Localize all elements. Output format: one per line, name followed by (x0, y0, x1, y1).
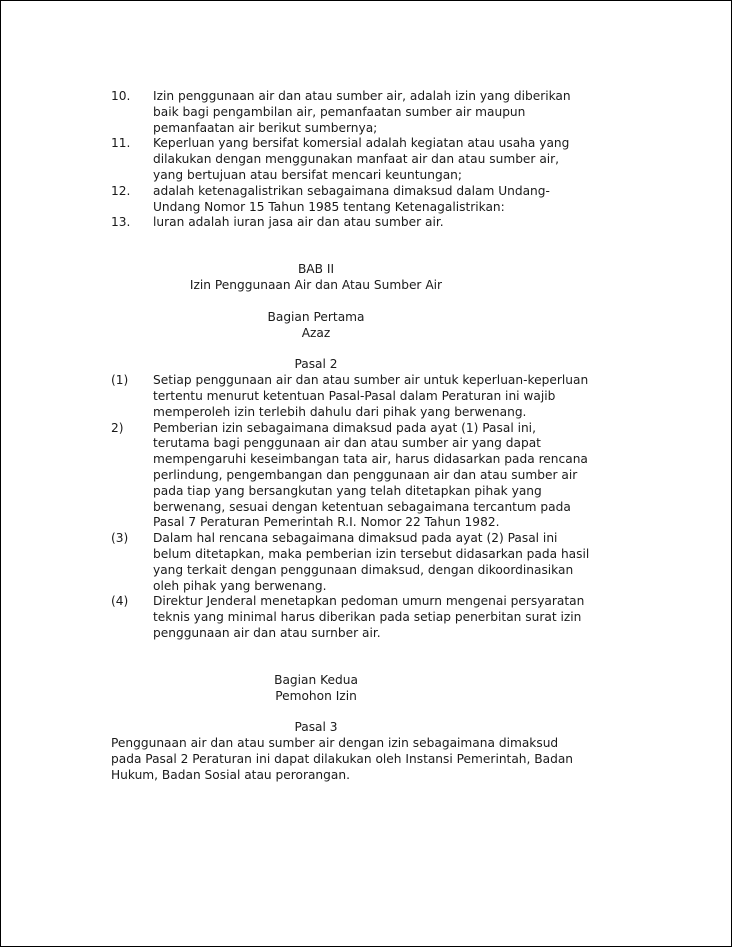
item-text (153, 531, 631, 594)
definition-item (111, 215, 631, 231)
section-label: Bagian Pertama (267, 309, 365, 324)
item-text (153, 184, 631, 216)
section-heading (111, 673, 521, 705)
item-text (153, 594, 631, 641)
item-number: (3) (111, 531, 129, 546)
section-title: Pemohon Izin (275, 688, 357, 703)
text-line: teknis yang minimal harus diberikan pada setiap penerbitan surat izin (153, 610, 582, 625)
text-line: berwenang, sesuai dengan ketentuan sebagaimana tercantum pada (153, 499, 571, 514)
article-item (111, 531, 631, 594)
article-item (111, 373, 631, 420)
text-line: Setiap penggunaan air dan atau sumber air untuk keperluan-keperluan (153, 373, 589, 388)
article-heading: Pasal 2 (294, 357, 338, 372)
item-number: 10. (111, 89, 131, 103)
item-text (153, 89, 631, 136)
text-line: belum ditetapkan, maka pemberian izin tersebut didasarkan pada hasil (153, 546, 590, 561)
item-number: 11. (111, 136, 131, 151)
text-line: pada tiap yang bersangkutan yang telah ditetapkan pihak yang (153, 483, 542, 498)
article-2-list (111, 373, 631, 642)
definition-item (111, 136, 631, 183)
text-line: oleh pihak yang berwenang. (153, 578, 327, 593)
text-line: pemanfaatan air berikut sumbernya; (153, 120, 378, 135)
definition-item (111, 89, 631, 136)
text-line: Direktur Jenderal menetapkan pedoman umurn mengenai persyaratan (153, 594, 585, 609)
text-line: Pasal 7 Peraturan Pemerintah R.I. Nomor 22 Tahun 1982. (153, 515, 500, 530)
article-3-paragraph (111, 736, 631, 783)
text-line: Penggunaan air dan atau sumber air dengan izin sebagaimana dimaksud (111, 736, 559, 751)
text-line: dilakukan dengan menggunakan manfaat air dan atau sumber air, (153, 152, 560, 167)
text-line: adalah ketenagalistrikan sebagaimana dimaksud dalam Undang- (153, 183, 550, 198)
section-title: Azaz (301, 325, 331, 340)
text-line: baik bagi pengambilan air, pemanfaatan sumber air maupun (153, 104, 526, 119)
section-heading (111, 310, 521, 342)
item-number: (4) (111, 594, 129, 609)
article-item (111, 594, 631, 641)
text-line: terutama bagi penggunaan air dan atau sumber air yang dapat (153, 436, 541, 451)
text-line: Pemberian izin sebagaimana dimaksud pada ayat (1) Pasal ini, (153, 420, 536, 435)
article-heading: Pasal 3 (294, 720, 338, 735)
section-label: Bagian Kedua (274, 672, 358, 687)
text-line: yang bertujuan atau bersifat mencari keuntungan; (153, 167, 463, 182)
text-line: Izin penggunaan air dan atau sumber air, adalah izin yang diberikan (153, 89, 571, 103)
item-text (153, 215, 631, 231)
text-line: mempengaruhi keseimbangan tata air, harus didasarkan pada rencana (153, 452, 588, 467)
chapter-title: Izin Penggunaan Air dan Atau Sumber Air (189, 277, 443, 292)
text-line: pada Pasal 2 Peraturan ini dapat dilakukan oleh Instansi Pemerintah, Badan (111, 751, 574, 766)
chapter-heading (111, 262, 521, 294)
text-line: Keperluan yang bersifat komersial adalah kegiatan atau usaha yang (153, 136, 570, 151)
item-text (153, 373, 631, 420)
document-content (111, 89, 631, 783)
chapter-label: BAB II (297, 262, 335, 277)
definition-list (111, 89, 631, 231)
text-line: penggunaan air dan atau surnber air. (153, 625, 381, 640)
item-number: 13. (111, 215, 131, 230)
definition-item (111, 184, 631, 216)
text-line: yang terkait dengan penggunaan dimaksud, dengan dikoordinasikan (153, 562, 574, 577)
text-line: memperoleh izin terlebih dahulu dari pihak yang berwenang. (153, 404, 527, 419)
text-line: luran adalah iuran jasa air dan atau sumber air. (153, 215, 444, 230)
text-line: perlindung, pengembangan dan penggunaan air dan atau sumber air (153, 467, 578, 482)
text-line: Dalam hal rencana sebagaimana dimaksud pada ayat (2) Pasal ini (153, 531, 558, 546)
text-line: tertentu menurut ketentuan Pasal-Pasal dalam Peraturan ini wajib (153, 388, 556, 403)
item-number: 12. (111, 183, 131, 198)
item-number: 2) (111, 420, 124, 435)
item-number: (1) (111, 373, 129, 388)
text-line: Hukum, Badan Sosial atau perorangan. (111, 767, 350, 782)
item-text (153, 421, 631, 532)
article-item (111, 421, 631, 532)
item-text (153, 136, 631, 183)
text-line: Undang Nomor 15 Tahun 1985 tentang Ketenagalistrikan: (153, 199, 505, 214)
